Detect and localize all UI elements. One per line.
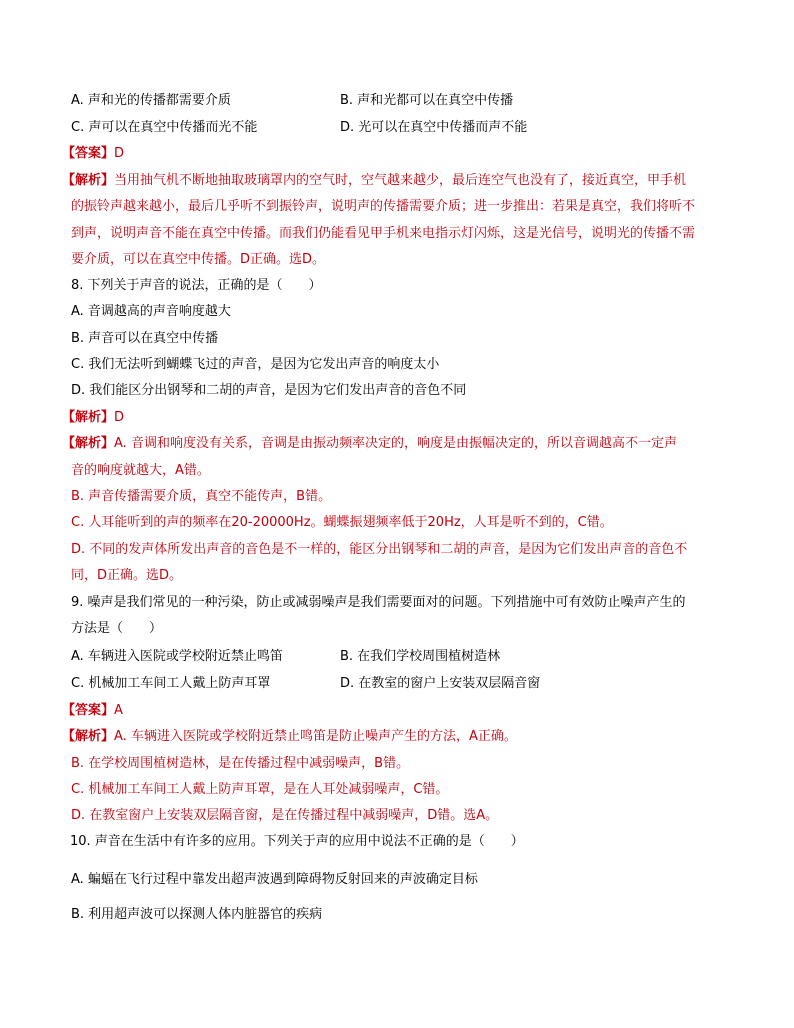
q9-analysis-line-1 [62,728,517,746]
q7-analysis-line-2: 的振铃声越来越小，最后几乎听不到振铃声，说明声的传播需要介质；进一步推出：若果是真空，我们将听不 [71,199,696,214]
q8-stem: 8. 下列关于声音的说法，正确的是（ ） [71,278,322,293]
q9-analysis-a: A. 车辆进入医院或学校附近禁止鸣笛是防止噪声产生的方法，A正确。 [114,729,517,744]
q10-option-a: A. 蝙蝠在飞行过程中靠发出超声波遇到障碍物反射回来的声波确定目标 [71,872,478,887]
q7-option-row-1 [71,92,514,110]
q8-analysis-a-1: A. 音调和响度没有关系，音调是由振动频率决定的，响度是由振幅决定的，所以音调越高不一定声 [114,436,677,451]
q7-option-b: B. 声和光都可以在真空中传播 [340,93,514,108]
q7-option-c: C. 声可以在真空中传播而光不能 [71,120,258,135]
q7-analysis-line-3: 到声，说明声音不能在真空中传播。而我们仍能看见甲手机来电指示灯闪烁，这是光信号，说明光的传播不需 [71,226,696,241]
q7-option-d: D. 光可以在真空中传播而声不能 [340,120,528,135]
q9-stem-line-1: 9. 噪声是我们常见的一种污染，防止或减弱噪声是我们需要面对的问题。下列措施中可有效防止噪声产生的 [71,595,686,610]
q7-analysis-text-1: 当用抽气机不断地抽取玻璃罩内的空气时，空气越来越少，最后连空气也没有了，接近真空，甲手机 [114,173,687,188]
q7-answer [62,145,124,163]
q9-analysis-d: D. 在教室窗户上安装双层隔音窗，是在传播过程中减弱噪声，D错。选A。 [71,808,499,823]
q8-analysis-d-1: D. 不同的发声体所发出声音的音色是不一样的，能区分出钢琴和二胡的声音，是因为它们发出声音的音色不 [71,542,688,557]
q9-option-c: C. 机械加工车间工人戴上防声耳罩 [71,676,271,691]
q7-answer-tag: 【答案】 [62,146,115,161]
q8-option-c: C. 我们无法听到蝴蝶飞过的声音，是因为它发出声音的响度太小 [71,357,440,372]
q9-option-b: B. 在我们学校周围植树造林 [340,649,501,664]
q9-option-d: D. 在教室的窗户上安装双层隔音窗 [340,676,541,691]
q9-stem-line-2: 方法是（ ） [71,621,163,636]
q8-answer [62,409,124,427]
q9-option-row-2 [71,675,541,693]
q7-option-a: A. 声和光的传播都需要介质 [71,93,231,108]
q9-answer-tag: 【答案】 [62,703,115,718]
q9-option-row-1 [71,648,501,666]
q7-answer-value: D [114,146,125,161]
q10-stem: 10. 声音在生活中有许多的应用。下列关于声的应用中说法不正确的是（ ） [70,834,524,849]
q9-analysis-tag: 【解析】 [62,729,115,744]
q10-option-b: B. 利用超声波可以探测人体内脏器官的疾病 [71,907,323,922]
q9-analysis-b: B. 在学校周围植树造林，是在传播过程中减弱噪声，B错。 [71,756,410,771]
q7-analysis-line-1 [62,172,686,190]
q8-analysis-c: C. 人耳能听到的声的频率在20-20000Hz。蝴蝶振翅频率低于20Hz，人耳是听不到的，C错。 [71,515,613,530]
q8-analysis-tag: 【解析】 [62,436,115,451]
q7-analysis-tag: 【解析】 [62,173,115,188]
q7-option-row-2 [71,119,528,137]
q9-answer-value: A [114,703,123,718]
q8-option-a: A. 音调越高的声音响度越大 [71,304,231,319]
q9-option-a: A. 车辆进入医院或学校附近禁止鸣笛 [71,649,283,664]
q8-option-b: B. 声音可以在真空中传播 [71,331,219,346]
q9-answer [62,702,123,720]
q8-analysis-line-1 [62,435,677,453]
q9-analysis-c: C. 机械加工车间工人戴上防声耳罩，是在人耳处减弱噪声，C错。 [71,782,449,797]
q8-analysis-d-2: 同，D正确。选D。 [71,568,183,583]
q7-analysis-line-4: 要介质，可以在真空中传播。D正确。选D。 [71,252,326,267]
q8-analysis-a-2: 音的响度就越大，A错。 [71,463,210,478]
q8-answer-value: D [114,410,125,425]
q8-option-d: D. 我们能区分出钢琴和二胡的声音，是因为它们发出声音的音色不同 [71,383,467,398]
q8-analysis-b: B. 声音传播需要介质，真空不能传声，B错。 [71,489,332,504]
q8-answer-tag: 【解析】 [62,410,115,425]
